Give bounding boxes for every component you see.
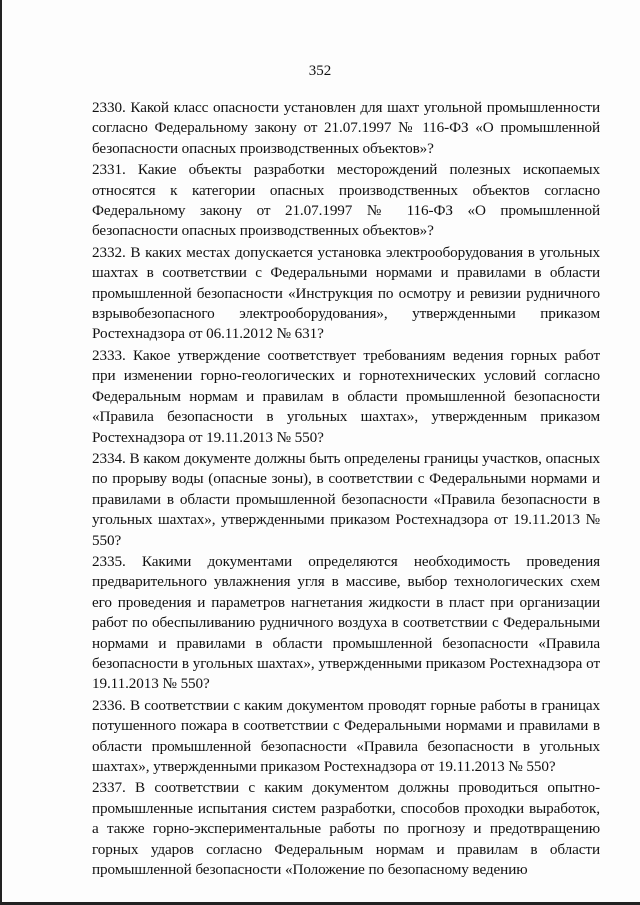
question-2332: 2332. В каких местах допускается установка электрооборудования в угольных шахтах в соответствии с Федеральными нормами и правилами в области промышленной безопасности «Инструкция по осмотру и ревизии рудничного взрывобезопасного электрооборудования», утвержденными приказом Ростехнадзора от 06.11.2012 № 631? [92,243,600,343]
question-2336: 2336. В соответствии с каким документом проводят горные работы в границах потушенного пожара в соответствии с Федеральными нормами и правилами в области промышленной безопасности «Правила безопасности в угольных шахтах», утвержденными приказом Ростехнадзора от 19.11.2013 № 550? [92,696,600,775]
question-list [92,98,600,880]
scan-left-edge [0,0,4,905]
question-2334: 2334. В каком документе должны быть определены границы участков, опасных по прорыву воды (опасные зоны), в соответствии с Федеральными нормами и правилами в области промышленной безопасности «Правила безопасности в угольных шахтах», утвержденными приказом Ростехнадзора от 19.11.2013 № 550? [92,449,600,549]
question-2333: 2333. Какое утверждение соответствует требованиям ведения горных работ при изменении горно-геологических и горнотехнических условий согласно Федеральным нормам и правилам в области промышленной безопасности «Правила безопасности в угольных шахтах», утвержденным приказом Ростехнадзора от 19.11.2013 № 550? [92,346,600,446]
page-number: 352 [308,63,332,79]
question-2337: 2337. В соответствии с каким документом должны проводиться опытно-промышленные испытания систем разработки, способов проходки выработок, а также горно-экспериментальные работы по прогнозу и предотвращению горных ударов согласно Федеральным нормам и правилам в области промышленной безопасности «Положение по безопасному ведению [92,779,600,879]
question-2335: 2335. Какими документами определяются необходимость проведения предварительного увлажнения угля в массиве, выбор технологических схем его проведения и параметров нагнетания жидкости в пласт при организации работ по обеспыливанию рудничного воздуха в соответствии с Федеральными нормами и правилами в области промышленной безопасности «Правила безопасности в угольных шахтах», утвержденными приказом Ростехнадзора от 19.11.2013 № 550? [92,552,600,693]
question-2331: 2331. Какие объекты разработки месторождений полезных ископаемых относятся к категории опасных производственных объектов согласно Федеральному закону от 21.07.1997 № 116-ФЗ «О промышленной безопасности опасных производственных объектов»? [92,161,600,240]
question-2330: 2330. Какой класс опасности установлен для шахт угольной промышленности согласно Федеральному закону от 21.07.1997 № 116-ФЗ «О промышленной безопасности опасных производственных объектов»? [92,99,600,157]
